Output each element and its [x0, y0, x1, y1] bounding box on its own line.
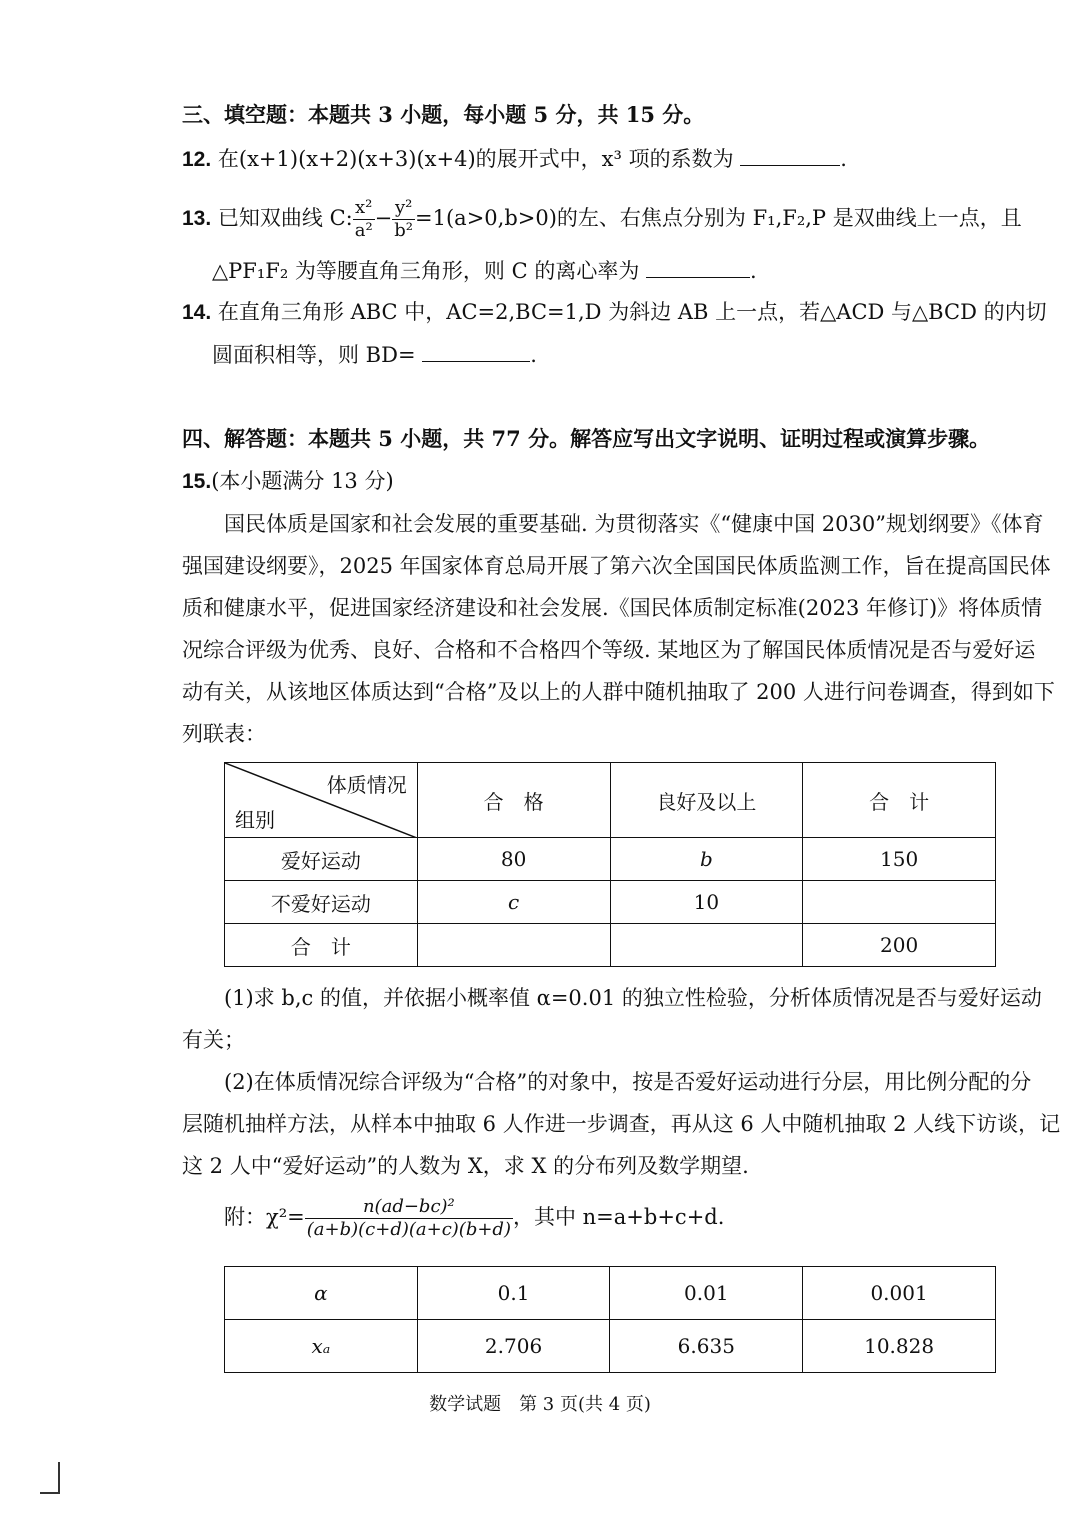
- table-cell: 0.01: [610, 1267, 803, 1320]
- q15-para-line-4: 况综合评级为优秀、良好、合格和不合格四个等级. 某地区为了解国民体质情况是否与爱好运: [182, 638, 1036, 662]
- header-cell: 合 计: [803, 763, 996, 838]
- table-cell: 10: [610, 881, 803, 924]
- table-cell: 200: [803, 924, 996, 967]
- row-label: 合 计: [225, 924, 418, 967]
- table-cell: 6.635: [610, 1320, 803, 1373]
- table-row: [225, 1267, 996, 1320]
- chi-square-formula: [224, 1193, 724, 1241]
- row-label: 不爱好运动: [225, 881, 418, 924]
- table-cell: [803, 881, 996, 924]
- header-cell: 良好及以上: [610, 763, 803, 838]
- table-cell: c: [417, 881, 610, 924]
- formula-fraction: [305, 1196, 513, 1241]
- formula-denominator: (a+b)(c+d)(a+c)(b+d): [306, 1219, 511, 1240]
- question-14-line1: [182, 297, 1047, 328]
- corner-top-label: 体质情况: [326, 773, 407, 797]
- q14-answer-blank: [422, 339, 530, 362]
- q12-text: 在(x+1)(x+2)(x+3)(x+4)的展开式中，x³ 项的系数为: [217, 147, 734, 171]
- q13-fraction-x: [353, 197, 375, 242]
- q13-end: .: [750, 259, 757, 283]
- critical-value-table: [224, 1266, 996, 1373]
- table-corner-cell: [225, 763, 418, 838]
- table-cell: 80: [417, 838, 610, 881]
- q13-number: 13.: [182, 207, 212, 230]
- table-cell: [610, 924, 803, 967]
- part2-line-2: 层随机抽样方法，从样本中抽取 6 人作进一步调查，再从这 6 人中随机抽取 2 人线下访谈，记: [182, 1112, 1061, 1136]
- table-cell: 0.001: [803, 1267, 996, 1320]
- table-cell: 0.1: [417, 1267, 610, 1320]
- q13-post: =1(a>0,b>0)的左、右焦点分别为 F₁,F₂,P 是双曲线上一点，且: [415, 206, 1022, 230]
- table-cell: b: [610, 838, 803, 881]
- section-4-heading: 四、解答题：本题共 5 小题，共 77 分。解答应写出文字说明、证明过程或演算步骤。: [182, 426, 991, 451]
- table-cell: 2.706: [417, 1320, 610, 1373]
- row-label: xₐ: [225, 1320, 418, 1373]
- q13-answer-blank: [646, 255, 750, 278]
- q13-minus: −: [374, 206, 393, 230]
- contingency-table: [224, 762, 996, 967]
- header-cell: 合 格: [417, 763, 610, 838]
- formula-numerator: n(ad−bc)²: [305, 1196, 513, 1219]
- q15-para-line-3: 质和健康水平，促进国家经济建设和社会发展.《国民体质制定标准(2023 年修订)》将体质情: [182, 596, 1043, 620]
- part1-line-2: 有关；: [182, 1028, 245, 1052]
- table-row: [225, 1320, 996, 1373]
- q15-score: (本小题满分 13 分): [211, 469, 394, 493]
- frac-y-num: y²: [392, 197, 415, 220]
- row-label: α: [225, 1267, 418, 1320]
- section-3-heading: 三、填空题：本题共 3 小题，每小题 5 分，共 15 分。: [182, 102, 705, 127]
- question-12: [182, 143, 847, 175]
- q12-end: .: [840, 147, 847, 171]
- crop-mark: [40, 1462, 60, 1494]
- q13-line2-text: △PF₁F₂ 为等腰直角三角形，则 C 的离心率为: [212, 259, 640, 283]
- row-label: 爱好运动: [225, 838, 418, 881]
- q15-para-line-6: 列联表：: [182, 722, 266, 746]
- question-15-header: [182, 466, 394, 497]
- part2-line-3: 这 2 人中“爱好运动”的人数为 X，求 X 的分布列及数学期望.: [182, 1154, 749, 1178]
- q13-fraction-y: [392, 197, 415, 242]
- table-cell: 10.828: [803, 1320, 996, 1373]
- table-row: [225, 838, 996, 881]
- corner-bottom-label: 组别: [235, 808, 275, 832]
- question-13-line1: [182, 196, 1022, 242]
- q14-end: .: [530, 343, 537, 367]
- question-13-line2: [212, 255, 757, 286]
- q15-para-line-1: 国民体质是国家和社会发展的重要基础. 为贯彻落实《“健康中国 2030”规划纲要》《体育: [224, 512, 1044, 536]
- q12-number: 12.: [182, 148, 212, 171]
- formula-prefix: 附：χ²=: [224, 1205, 305, 1229]
- q13-pre: 已知双曲线 C:: [217, 206, 353, 230]
- q15-para-line-2: 强国建设纲要》，2025 年国家体育总局开展了第六次全国国民体质监测工作，旨在提高国民体: [182, 554, 1051, 578]
- table-cell: 150: [803, 838, 996, 881]
- formula-suffix: ，其中 n=a+b+c+d.: [512, 1205, 725, 1229]
- frac-x-num: x²: [353, 197, 375, 220]
- frac-y-den: b²: [394, 220, 414, 241]
- table-cell: [417, 924, 610, 967]
- q12-answer-blank: [740, 143, 840, 166]
- q14-line2-text: 圆面积相等，则 BD=: [212, 343, 416, 367]
- part2-line-1: (2)在体质情况综合评级为“合格”的对象中，按是否爱好运动进行分层，用比例分配的分: [224, 1070, 1032, 1094]
- part1-line-1: (1)求 b,c 的值，并依据小概率值 α=0.01 的独立性检验，分析体质情况是否与爱好运动: [224, 986, 1042, 1010]
- page-footer: 数学试题 第 3 页(共 4 页): [429, 1394, 651, 1415]
- q14-line1-text: 在直角三角形 ABC 中，AC=2,BC=1,D 为斜边 AB 上一点，若△ACD 与△BCD 的内切: [217, 300, 1047, 324]
- question-14-line2: [212, 339, 537, 370]
- frac-x-den: a²: [354, 220, 373, 241]
- table-header-row: [225, 763, 996, 838]
- table-row: [225, 924, 996, 967]
- q14-number: 14.: [182, 301, 212, 324]
- table-row: [225, 881, 996, 924]
- q15-para-line-5: 动有关，从该地区体质达到“合格”及以上的人群中随机抽取了 200 人进行问卷调查，得到如下: [182, 680, 1055, 704]
- q15-number: 15.: [182, 470, 212, 493]
